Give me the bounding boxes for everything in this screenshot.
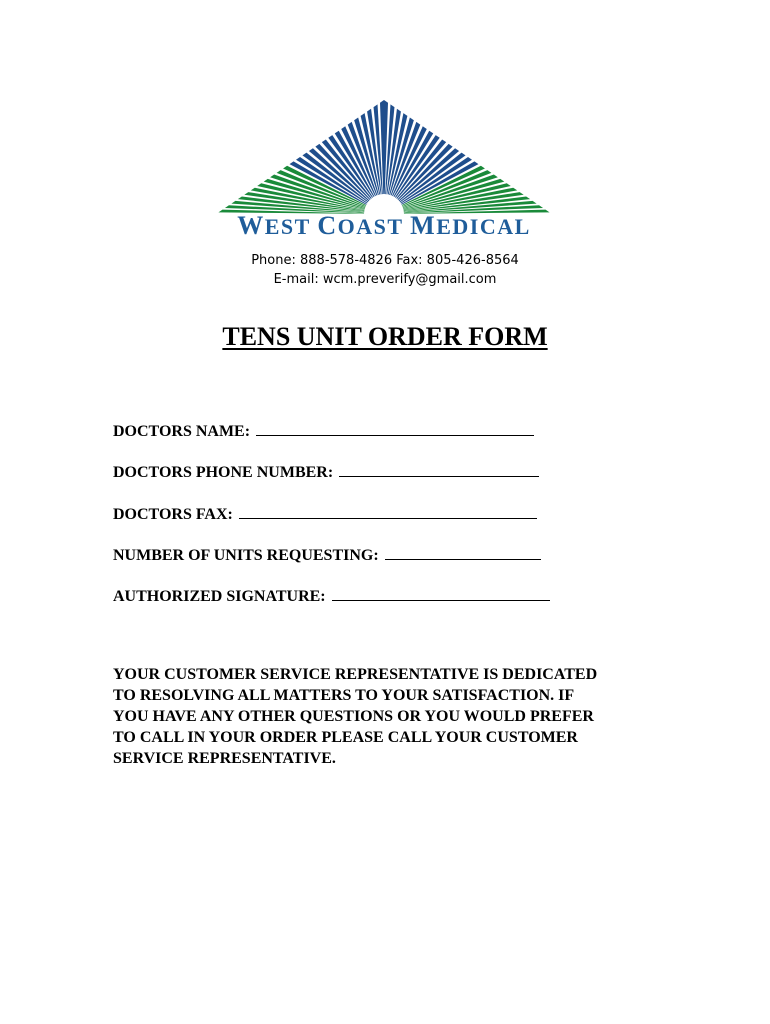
units-requesting-label: NUMBER OF UNITS REQUESTING: [113,547,379,564]
notice-line: TO RESOLVING ALL MATTERS TO YOUR SATISFACTION. IF [113,687,575,704]
notice-line: SERVICE REPRESENTATIVE. [113,750,336,767]
doctors-fax-field[interactable] [113,506,537,524]
doctors-name-label: DOCTORS NAME: [113,423,251,440]
doctors-fax-label: DOCTORS FAX: [113,506,233,523]
contact-email: E-mail: wcm.preverify@gmail.com [273,272,497,287]
units-requesting-field[interactable] [113,547,541,565]
doctors-fax-blank[interactable] [239,506,537,519]
doctors-phone-blank[interactable] [339,464,539,477]
doctors-phone-field[interactable] [113,464,539,482]
doctors-name-field[interactable] [113,423,534,441]
authorized-signature-blank[interactable] [332,588,550,601]
contact-phone-fax: Phone: 888-578-4826 Fax: 805-426-8564 [251,253,519,268]
customer-service-notice [113,664,658,769]
company-name-logo-text: WEST COAST MEDICAL [237,211,531,240]
doctors-phone-label: DOCTORS PHONE NUMBER: [113,464,334,481]
units-requesting-blank[interactable] [385,547,541,560]
authorized-signature-label: AUTHORIZED SIGNATURE: [113,588,326,605]
notice-line: YOU HAVE ANY OTHER QUESTIONS OR YOU WOULD PREFER [113,708,594,725]
notice-line: YOUR CUSTOMER SERVICE REPRESENTATIVE IS DEDICATED [113,666,598,683]
sunburst-logo-icon [214,98,554,240]
company-logo [214,98,554,240]
notice-line: TO CALL IN YOUR ORDER PLEASE CALL YOUR CUSTOMER [113,729,578,746]
doctors-name-blank[interactable] [256,423,534,436]
authorized-signature-field[interactable] [113,588,550,606]
page-title: TENS UNIT ORDER FORM [222,322,548,351]
